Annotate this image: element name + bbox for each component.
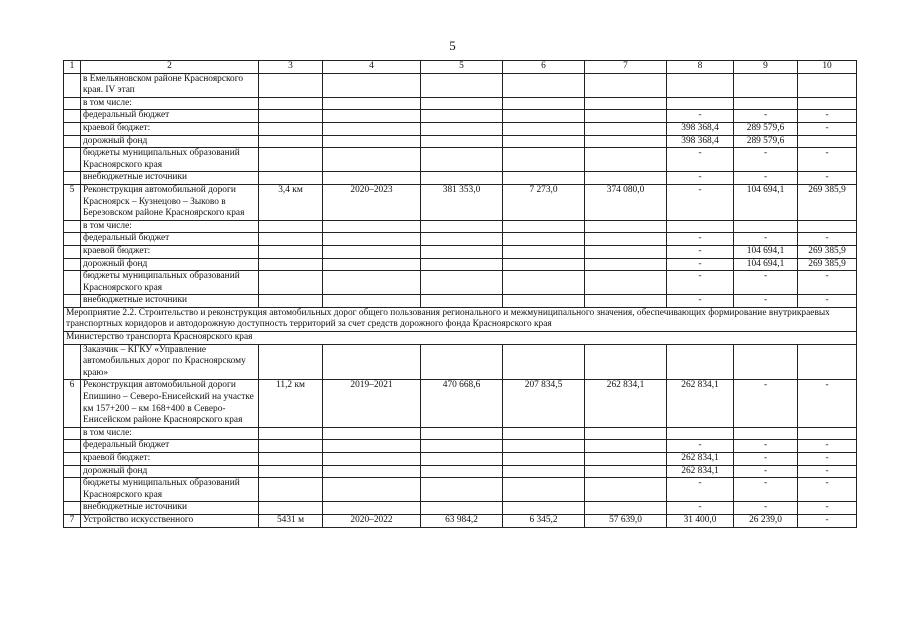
table-cell: 57 639,0	[585, 514, 667, 527]
table-cell	[64, 440, 81, 453]
table-cell	[421, 135, 503, 148]
table-cell: 6	[64, 380, 81, 427]
table-cell	[421, 427, 503, 440]
table-cell	[585, 110, 667, 123]
table-cell	[259, 233, 323, 246]
table-cell: 262 834,1	[667, 453, 734, 466]
table-cell	[64, 73, 81, 97]
table-cell	[323, 465, 421, 478]
table-cell	[259, 295, 323, 308]
table-cell	[64, 233, 81, 246]
table-cell: 2019–2021	[323, 380, 421, 427]
table-cell	[585, 245, 667, 258]
table-cell: в том числе:	[81, 427, 259, 440]
table-cell: -	[798, 233, 857, 246]
table-cell: дорожный фонд	[81, 135, 259, 148]
table-cell	[667, 97, 734, 110]
table-row	[64, 184, 857, 220]
table-cell: 470 668,6	[421, 380, 503, 427]
table-cell: Устройство искусственного	[81, 514, 259, 527]
table-cell: 6 345,2	[503, 514, 585, 527]
table-cell	[64, 110, 81, 123]
table-cell	[503, 172, 585, 185]
budget-table	[63, 60, 857, 528]
table-cell	[421, 172, 503, 185]
table-cell	[259, 148, 323, 172]
table-cell: 104 694,1	[734, 258, 798, 271]
table-cell	[323, 233, 421, 246]
table-cell	[421, 258, 503, 271]
table-cell: федеральный бюджет	[81, 110, 259, 123]
table-cell: -	[798, 122, 857, 135]
table-cell	[585, 344, 667, 380]
table-cell	[64, 478, 81, 502]
table-cell: в Емельяновском районе Красноярского края. IV этап	[81, 73, 259, 97]
table-cell	[798, 73, 857, 97]
table-cell: 5431 м	[259, 514, 323, 527]
column-header: 3	[259, 61, 323, 74]
table-cell	[323, 271, 421, 295]
table-cell	[421, 465, 503, 478]
table-cell: -	[667, 258, 734, 271]
table-cell	[259, 135, 323, 148]
table-cell: -	[734, 110, 798, 123]
section-title: Мероприятие 2.2. Строительство и реконструкция автомобильных дорог общего пользования регионального и межмуниципального значения, обеспечивающих формирование внутрикраевых транспортных коридоров и автодорожную доступность территорий за счет средств дорожного фонда Красноярского края	[64, 307, 857, 331]
table-cell: -	[734, 465, 798, 478]
table-cell: -	[667, 110, 734, 123]
table-cell	[64, 172, 81, 185]
table-cell: -	[734, 233, 798, 246]
table-row	[64, 427, 857, 440]
table-cell	[734, 427, 798, 440]
table-cell	[323, 295, 421, 308]
table-cell	[421, 110, 503, 123]
table-cell: 7	[64, 514, 81, 527]
table-cell: дорожный фонд	[81, 258, 259, 271]
table-cell: в том числе:	[81, 97, 259, 110]
table-cell: -	[734, 478, 798, 502]
table-cell: 3,4 км	[259, 184, 323, 220]
table-cell	[503, 427, 585, 440]
table-cell: -	[798, 295, 857, 308]
table-cell: 11,2 км	[259, 380, 323, 427]
table-cell	[585, 465, 667, 478]
table-cell	[64, 122, 81, 135]
table-cell: -	[798, 148, 857, 172]
table-cell	[798, 427, 857, 440]
table-cell: дорожный фонд	[81, 465, 259, 478]
table-cell: -	[798, 440, 857, 453]
table-cell	[259, 440, 323, 453]
table-cell: внебюджетные источники	[81, 295, 259, 308]
table-cell: -	[667, 172, 734, 185]
table-cell: 262 834,1	[585, 380, 667, 427]
table-cell: -	[798, 172, 857, 185]
table-cell	[585, 172, 667, 185]
table-cell	[503, 73, 585, 97]
table-cell	[585, 73, 667, 97]
table-cell	[421, 73, 503, 97]
table-cell	[503, 271, 585, 295]
table-row	[64, 502, 857, 515]
table-cell	[259, 245, 323, 258]
table-cell: 104 694,1	[734, 184, 798, 220]
table-cell: краевой бюджет:	[81, 122, 259, 135]
table-cell	[259, 258, 323, 271]
table-cell	[585, 258, 667, 271]
table-cell	[503, 258, 585, 271]
table-cell	[259, 220, 323, 233]
table-cell	[503, 148, 585, 172]
table-row	[64, 478, 857, 502]
table-cell	[323, 344, 421, 380]
table-cell	[585, 148, 667, 172]
section-title: Министерство транспорта Красноярского края	[64, 332, 857, 345]
page-number: 5	[449, 38, 456, 53]
table-cell	[503, 245, 585, 258]
table-cell: -	[798, 110, 857, 123]
table-cell: 262 834,1	[667, 380, 734, 427]
table-cell	[503, 233, 585, 246]
table-cell: федеральный бюджет	[81, 440, 259, 453]
table-cell	[323, 220, 421, 233]
table-cell	[323, 97, 421, 110]
table-cell: 289 579,6	[734, 122, 798, 135]
table-row	[64, 172, 857, 185]
table-cell	[421, 233, 503, 246]
table-cell	[323, 245, 421, 258]
table-cell: 262 834,1	[667, 465, 734, 478]
column-header: 7	[585, 61, 667, 74]
table-row	[64, 344, 857, 380]
table-cell: -	[734, 295, 798, 308]
table-cell	[421, 148, 503, 172]
table-cell: 2020–2022	[323, 514, 421, 527]
table-cell	[585, 233, 667, 246]
table-cell: -	[667, 271, 734, 295]
table-row	[64, 110, 857, 123]
table-cell: -	[734, 271, 798, 295]
table-cell: -	[798, 453, 857, 466]
table-cell: -	[798, 478, 857, 502]
table-row	[64, 295, 857, 308]
table-cell	[734, 73, 798, 97]
table-cell: 5	[64, 184, 81, 220]
table-cell	[503, 440, 585, 453]
table-row	[64, 258, 857, 271]
table-cell	[585, 440, 667, 453]
table-row	[64, 440, 857, 453]
table-cell	[734, 344, 798, 380]
table-cell	[421, 344, 503, 380]
table-cell	[64, 344, 81, 380]
table-cell: 31 400,0	[667, 514, 734, 527]
table-row	[64, 271, 857, 295]
table-cell	[64, 465, 81, 478]
table-cell	[421, 97, 503, 110]
table-cell	[323, 258, 421, 271]
table-cell	[323, 148, 421, 172]
column-header: 8	[667, 61, 734, 74]
table-row	[64, 97, 857, 110]
column-header: 6	[503, 61, 585, 74]
table-cell: 63 984,2	[421, 514, 503, 527]
table-row	[64, 465, 857, 478]
table-cell	[64, 245, 81, 258]
column-header: 5	[421, 61, 503, 74]
table-cell: 381 353,0	[421, 184, 503, 220]
table-cell	[421, 271, 503, 295]
table-cell: 2020–2023	[323, 184, 421, 220]
table-row	[64, 148, 857, 172]
table-cell	[798, 97, 857, 110]
table-cell	[323, 122, 421, 135]
table-cell	[421, 502, 503, 515]
table-cell: -	[734, 440, 798, 453]
table-cell: -	[798, 380, 857, 427]
table-cell	[503, 344, 585, 380]
table-row	[64, 233, 857, 246]
table-cell	[259, 465, 323, 478]
table-row	[64, 380, 857, 427]
table-row	[64, 514, 857, 527]
table-cell: 398 368,4	[667, 122, 734, 135]
table-cell	[259, 110, 323, 123]
table-cell	[323, 502, 421, 515]
table-cell	[259, 502, 323, 515]
table-cell	[503, 220, 585, 233]
table-cell: бюджеты муниципальных образований Красноярского края	[81, 271, 259, 295]
table-cell	[259, 122, 323, 135]
table-cell	[585, 295, 667, 308]
table-cell: -	[667, 440, 734, 453]
table-row	[64, 122, 857, 135]
table-cell: краевой бюджет:	[81, 453, 259, 466]
table-cell	[421, 220, 503, 233]
table-cell	[421, 122, 503, 135]
table-cell: -	[667, 233, 734, 246]
table-cell	[503, 478, 585, 502]
header-row	[64, 61, 857, 74]
table-cell	[259, 271, 323, 295]
table-cell	[798, 220, 857, 233]
table-cell	[734, 220, 798, 233]
table-cell	[503, 502, 585, 515]
table-cell	[64, 135, 81, 148]
table-cell: -	[667, 295, 734, 308]
table-cell	[421, 478, 503, 502]
table-cell: краевой бюджет:	[81, 245, 259, 258]
table-cell: в том числе:	[81, 220, 259, 233]
table-cell	[64, 97, 81, 110]
table-cell	[503, 453, 585, 466]
table-cell	[585, 122, 667, 135]
table-row	[64, 453, 857, 466]
table-row	[64, 135, 857, 148]
table-cell: 104 694,1	[734, 245, 798, 258]
table-cell	[798, 344, 857, 380]
table-cell: внебюджетные источники	[81, 172, 259, 185]
table-cell: -	[734, 148, 798, 172]
table-cell	[323, 172, 421, 185]
table-cell	[585, 271, 667, 295]
table-cell: 289 579,6	[734, 135, 798, 148]
table-cell: бюджеты муниципальных образований Красноярского края	[81, 148, 259, 172]
table-cell: 374 080,0	[585, 184, 667, 220]
table-cell	[323, 440, 421, 453]
table-cell: -	[667, 148, 734, 172]
table-cell: -	[667, 502, 734, 515]
table-cell	[259, 453, 323, 466]
table-cell	[323, 135, 421, 148]
table-cell: бюджеты муниципальных образований Красноярского края	[81, 478, 259, 502]
table-cell: -	[734, 172, 798, 185]
table-cell	[259, 172, 323, 185]
table-cell	[585, 478, 667, 502]
table-cell	[64, 502, 81, 515]
table-cell	[503, 97, 585, 110]
table-cell	[64, 258, 81, 271]
table-cell: -	[734, 380, 798, 427]
table-cell: федеральный бюджет	[81, 233, 259, 246]
table-cell	[259, 97, 323, 110]
table-cell: Заказчик – КГКУ «Управление автомобильных дорог по Красноярскому краю»	[81, 344, 259, 380]
table-cell	[585, 453, 667, 466]
table-cell	[503, 110, 585, 123]
table-cell: -	[667, 245, 734, 258]
table-cell	[64, 453, 81, 466]
table-row	[64, 220, 857, 233]
table-cell: 207 834,5	[503, 380, 585, 427]
table-cell	[585, 220, 667, 233]
table-cell	[64, 271, 81, 295]
table-cell	[585, 502, 667, 515]
table-cell: 269 385,9	[798, 245, 857, 258]
column-header: 10	[798, 61, 857, 74]
table-cell	[798, 135, 857, 148]
table-cell	[667, 73, 734, 97]
column-header: 2	[81, 61, 259, 74]
section-row	[64, 332, 857, 345]
table-cell	[259, 427, 323, 440]
table-cell	[259, 344, 323, 380]
table-cell	[421, 453, 503, 466]
table-cell: -	[798, 502, 857, 515]
table-cell	[421, 440, 503, 453]
table-cell	[323, 73, 421, 97]
table-row	[64, 73, 857, 97]
table-cell	[64, 148, 81, 172]
table-cell: -	[667, 184, 734, 220]
table-cell	[64, 427, 81, 440]
table-cell: -	[798, 271, 857, 295]
table-cell: внебюджетные источники	[81, 502, 259, 515]
table-cell: 26 239,0	[734, 514, 798, 527]
table-cell	[259, 478, 323, 502]
table-cell	[323, 453, 421, 466]
table-cell: 269 385,9	[798, 258, 857, 271]
column-header: 4	[323, 61, 421, 74]
table-cell	[734, 97, 798, 110]
table-cell	[323, 478, 421, 502]
table-row	[64, 245, 857, 258]
table-cell: -	[734, 502, 798, 515]
table-cell	[503, 295, 585, 308]
table-cell: -	[734, 453, 798, 466]
table-cell: -	[667, 478, 734, 502]
column-header: 1	[64, 61, 81, 74]
table-cell	[585, 97, 667, 110]
table-cell	[667, 344, 734, 380]
table-cell	[503, 122, 585, 135]
table-cell: -	[798, 514, 857, 527]
table-cell: 7 273,0	[503, 184, 585, 220]
table-cell: 269 385,9	[798, 184, 857, 220]
table-cell	[259, 73, 323, 97]
table-cell	[667, 427, 734, 440]
table-cell: Реконструкция автомобильной дороги Красноярск – Кузнецово – Зыково в Березовском районе Красноярского края	[81, 184, 259, 220]
table-cell	[667, 220, 734, 233]
table-cell	[421, 245, 503, 258]
table-cell	[503, 465, 585, 478]
table-cell	[421, 295, 503, 308]
table-cell	[323, 110, 421, 123]
table-cell: Реконструкция автомобильной дороги Епишино – Северо-Енисейский на участке км 157+200 – км 168+400 в Северо-Енисейском районе Красноярского края	[81, 380, 259, 427]
table-cell	[585, 427, 667, 440]
table-cell	[64, 220, 81, 233]
table-cell	[64, 295, 81, 308]
table-cell	[585, 135, 667, 148]
table-cell: -	[798, 465, 857, 478]
table-cell	[323, 427, 421, 440]
table-cell	[503, 135, 585, 148]
column-header: 9	[734, 61, 798, 74]
table-cell: 398 368,4	[667, 135, 734, 148]
section-row	[64, 307, 857, 331]
